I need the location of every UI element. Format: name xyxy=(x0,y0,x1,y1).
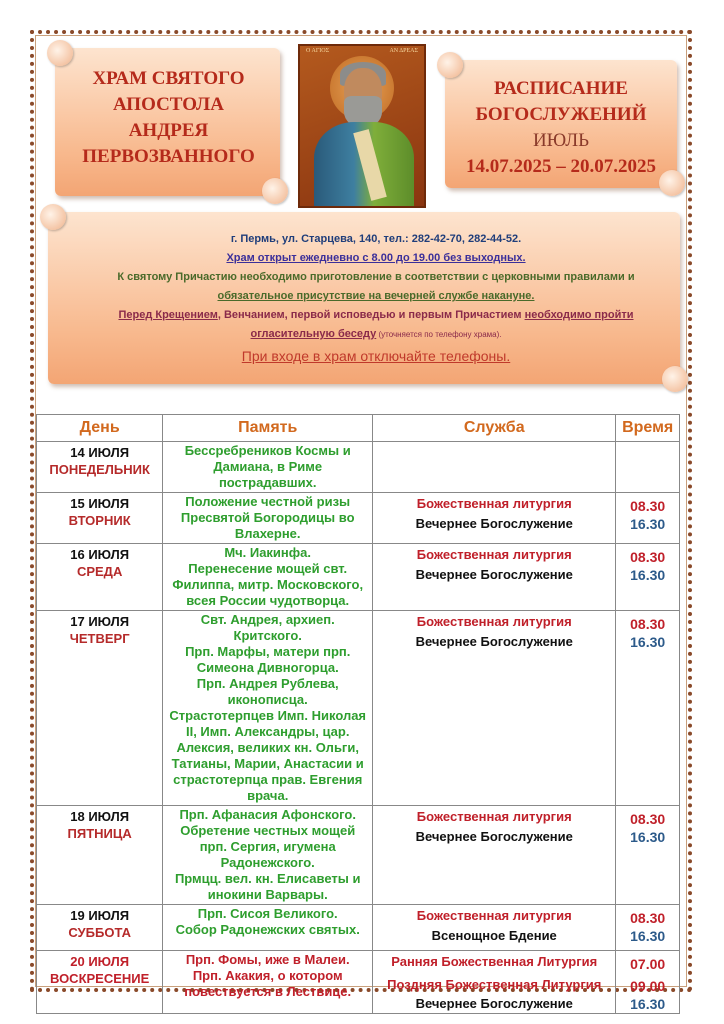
day-cell xyxy=(37,442,163,493)
weekday: ПЯТНИЦА xyxy=(67,826,132,841)
header-day: День xyxy=(37,415,163,442)
icon-inscription-left: Ο ΑΓΙΟΣ xyxy=(306,48,330,54)
scroll-curl xyxy=(40,204,66,230)
table-row xyxy=(37,493,680,544)
table-header xyxy=(37,415,680,442)
phones-off-note: При входе в храм отключайте телефоны. xyxy=(241,348,511,364)
schedule-table xyxy=(36,414,680,1014)
day-cell xyxy=(37,806,163,905)
table-row xyxy=(37,905,680,951)
memory-cell: Бессребреников Космы и Дамиана, в Риме пострадавших. xyxy=(163,442,373,493)
header-time: Время xyxy=(616,415,680,442)
table-row xyxy=(37,544,680,611)
day-cell xyxy=(37,951,163,1014)
communion-note-1: К святому Причастию необходимо приготовление в соответствии с церковными правилами и xyxy=(117,271,635,283)
table-row xyxy=(37,442,680,493)
day-cell xyxy=(37,905,163,951)
service-cell: Божественная литургия Вечернее Богослужение xyxy=(373,806,616,905)
weekday: ЧЕТВЕРГ xyxy=(69,631,130,646)
memory-cell: Прп. Фомы, иже в Малеи. Прп. Акакия, о котором повествуется в Лествице. xyxy=(163,951,373,1014)
weekday: ПОНЕДЕЛЬНИК xyxy=(49,462,150,477)
church-name-scroll xyxy=(55,48,280,196)
service-cell: Божественная литургия Вечернее Богослужение xyxy=(373,544,616,611)
weekday: СУББОТА xyxy=(68,925,131,940)
scroll-curl xyxy=(262,178,288,204)
header-memory: Память xyxy=(163,415,373,442)
memory-cell: Прп. Афанасия Афонского. Обретение честных мощей прп. Сергия, игумена Радонежского. Прмцц. вел. кн. Елисаветы и инокини Варвары. xyxy=(163,806,373,905)
scroll-curl xyxy=(662,366,688,392)
time-cell: 08.30 16.30 xyxy=(616,493,680,544)
service-cell: Божественная литургия Всенощное Бдение xyxy=(373,905,616,951)
schedule-title-scroll xyxy=(445,60,677,188)
day-cell xyxy=(37,544,163,611)
day-cell xyxy=(37,493,163,544)
schedule-month: ИЮЛЬ xyxy=(532,130,590,151)
time-cell xyxy=(616,442,680,493)
table-row xyxy=(37,951,680,1014)
info-text xyxy=(88,230,664,368)
memory-cell: Свт. Андрея, архиеп. Критского. Прп. Марфы, матери прп. Симеона Дивногорца. Прп. Андрея Рублева, иконописца. Страстотерпцев Имп. Николая II, Имп. Александры, цар. Алексия, великих кн. Ольги, Татианы, Марии, Анастасии и страстотерпца прав. Евгения врача. xyxy=(163,611,373,806)
communion-note-2: обязательное присутствие на вечерней службе накануне. xyxy=(217,290,535,302)
table-row xyxy=(37,806,680,905)
service-cell xyxy=(373,442,616,493)
icon-inscription-right: ΑΝ ΔΡΕΑΣ xyxy=(389,48,418,54)
weekday: СРЕДА xyxy=(76,564,123,579)
scroll-curl xyxy=(437,52,463,78)
memory-cell: Прп. Сисоя Великого. Собор Радонежских святых. xyxy=(163,905,373,951)
memory-cell: Положение честной ризы Пресвятой Богородицы во Влахерне. xyxy=(163,493,373,544)
time-cell: 07.00 09.00 16.30 xyxy=(616,951,680,1014)
table-row xyxy=(37,611,680,806)
date: 18 ИЮЛЯ xyxy=(70,809,130,824)
service-cell: Божественная литургия Вечернее Богослужение xyxy=(373,493,616,544)
baptism-note-2: огласительную беседу (уточняется по телефону храма). xyxy=(250,328,502,340)
address: г. Пермь, ул. Старцева, 140, тел.: 282-42-70, 282-44-52. xyxy=(230,233,522,245)
weekday: ВОСКРЕСЕНИЕ xyxy=(50,971,150,986)
date: 17 ИЮЛЯ xyxy=(70,614,130,629)
day-cell xyxy=(37,611,163,806)
date: 16 ИЮЛЯ xyxy=(70,547,130,562)
scroll-curl xyxy=(47,40,73,66)
header-service: Служба xyxy=(373,415,616,442)
opening-hours: Храм открыт ежедневно с 8.00 до 19.00 без выходных. xyxy=(226,252,526,264)
service-cell: Ранняя Божественная Литургия Поздняя Божественная Литургия Вечернее Богослужение xyxy=(373,951,616,1014)
schedule-title: РАСПИСАНИЕ БОГОСЛУЖЕНИЙ ИЮЛЬ 14.07.2025 – 20.07.2025 xyxy=(449,76,673,180)
saint-andrew-icon xyxy=(298,44,426,208)
time-cell: 08.30 16.30 xyxy=(616,806,680,905)
date: 19 ИЮЛЯ xyxy=(70,908,130,923)
time-cell: 08.30 16.30 xyxy=(616,544,680,611)
church-title: ХРАМ СВЯТОГО АПОСТОЛА АНДРЕЯ ПЕРВОЗВАННОГО xyxy=(82,68,255,167)
schedule-dates: 14.07.2025 – 20.07.2025 xyxy=(466,156,656,177)
memory-cell: Мч. Иакинфа. Перенесение мощей свт. Филиппа, митр. Московского, всея России чудотворца. xyxy=(163,544,373,611)
weekday: ВТОРНИК xyxy=(68,513,131,528)
service-cell: Божественная литургия Вечернее Богослужение xyxy=(373,611,616,806)
date: 15 ИЮЛЯ xyxy=(70,496,130,511)
date: 14 ИЮЛЯ xyxy=(70,445,130,460)
time-cell: 08.30 16.30 xyxy=(616,905,680,951)
time-cell: 08.30 16.30 xyxy=(616,611,680,806)
info-scroll xyxy=(48,212,680,384)
baptism-note-1: Перед Крещением, Венчанием, первой исповедью и первым Причастием необходимо пройти xyxy=(118,309,634,321)
date: 20 ИЮЛЯ xyxy=(70,954,130,969)
